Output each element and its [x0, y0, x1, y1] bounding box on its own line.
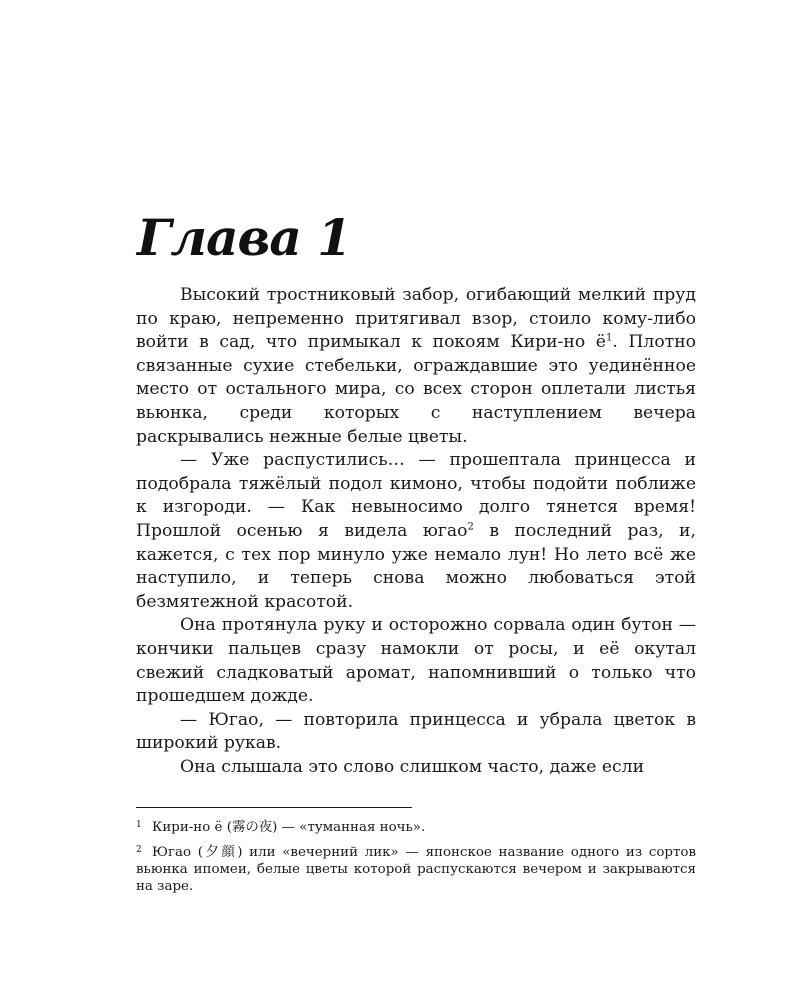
footnote-ref: 2 [467, 521, 474, 533]
paragraph [136, 284, 696, 449]
paragraph-text: . Плотно связанные сухие стебельки, ограждавшие это уединённое место от остального мира, со всех сторон оплетали листья вьюнка, среди которых с наступлением вечера раскрывались нежные белые цветы. [136, 332, 696, 447]
paragraph-text: — Югао, — повторила принцесса и убрала цветок в широкий рукав. [136, 709, 696, 754]
footnote [136, 819, 696, 836]
paragraph-text: Она протянула руку и осторожно сорвала один бутон — кончики пальцев сразу намокли от росы, и её окутал свежий сладковатый аромат, напомнивший о только что прошедшем дожде. [136, 615, 696, 707]
footnote-ref: 1 [605, 332, 613, 344]
paragraph [136, 709, 696, 756]
footnote-text: Кири-но ё (霧の夜) — «туманная ночь». [152, 820, 426, 835]
paragraph [136, 756, 696, 780]
footnote [136, 844, 696, 895]
paragraph-text: — Уже распустились… — прошептала принцесса и подобрала тяжёлый подол кимоно, чтобы подойти поближе к изгороди. — Как невыносимо долго тянется время! Прошлой осенью я видела югао [136, 450, 696, 541]
footnote-number: 1 [136, 820, 142, 830]
paragraph-text: в последний раз, и, кажется, с тех пор минуло уже немало лун! Но лето всё же наступило, и теперь снова можно любоваться этой безмятежной красотой. [136, 520, 696, 612]
footnote-number: 2 [136, 845, 142, 855]
paragraph [136, 614, 696, 708]
paragraph-text: Она слышала это слово слишком часто, даже если [180, 756, 645, 777]
chapter-body [136, 284, 696, 779]
footnotes [136, 819, 696, 903]
paragraph [136, 449, 696, 614]
chapter-title: Глава 1 [137, 208, 351, 267]
paragraph-text: Высокий тростниковый забор, огибающий мелкий пруд по краю, непременно притягивал взор, стоило кому-либо войти в сад, что примыкал к покоям Кири-но ё [136, 285, 696, 353]
footnote-divider [136, 807, 412, 808]
footnote-text: Югао (夕顔) или «вечерний лик» — японское название одного из сортов вьюнка ипомеи, белые цветы которой распускаются вечером и закрываются на заре. [136, 845, 696, 894]
